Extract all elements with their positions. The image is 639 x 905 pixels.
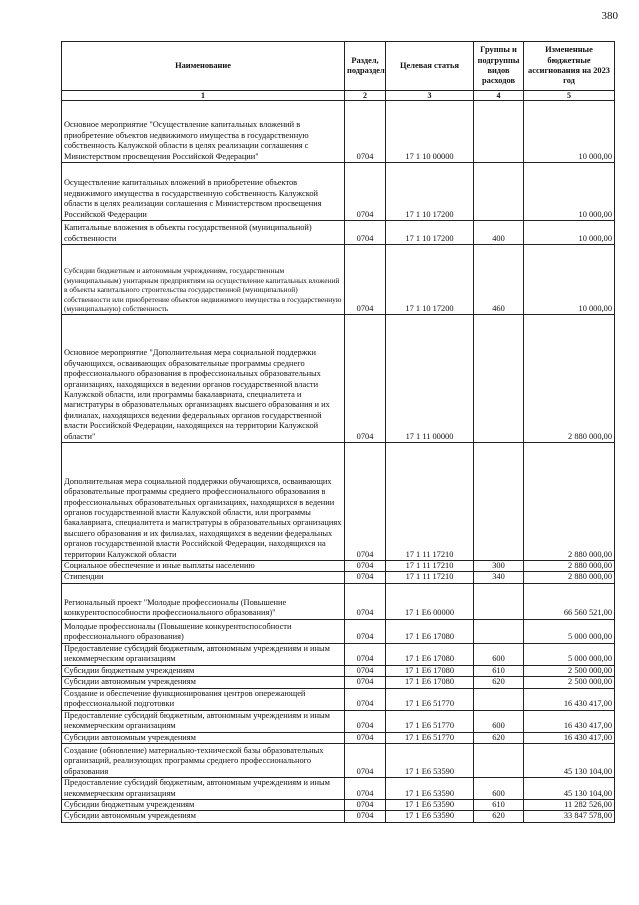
row-name: Социальное обеспечение и иные выплаты населению <box>62 561 345 572</box>
row-target: 17 1 E6 00000 <box>386 583 474 619</box>
header-section: Раздел, подраздел <box>345 42 386 91</box>
row-amount: 10 000,00 <box>524 163 615 221</box>
row-group <box>474 101 524 163</box>
row-name: Осуществление капитальных вложений в приобретение объектов недвижимого имущества в государственную собственность Калужской области в целях реализации соглашения с Министерством просвещения Российской Федерации <box>62 163 345 221</box>
page-number: 380 <box>601 10 618 22</box>
row-section: 0704 <box>345 665 386 676</box>
row-target: 17 1 E6 53590 <box>386 744 474 778</box>
column-number: 5 <box>524 91 615 101</box>
row-target: 17 1 E6 17080 <box>386 619 474 643</box>
row-name: Создание (обновление) материально-технической базы образовательных организаций, реализующих программы среднего профессионального образования <box>62 744 345 778</box>
row-section: 0704 <box>345 710 386 732</box>
row-name: Дополнительная мера социальной поддержки обучающихся, осваивающих образовательные программы среднего профессионального образования в профессиональных образовательных организациях, находящихся в ведении органов государственной власти Калужской области, или программы бакалавриата, специалитета и магистратуры в образовательных организациях высшего образования и их филиалах, находящихся в ведении федеральных органов государственной власти Российской Федерации, находящихся на территории Калужской области <box>62 443 345 561</box>
row-amount: 45 130 104,00 <box>524 778 615 800</box>
row-section: 0704 <box>345 619 386 643</box>
row-section: 0704 <box>345 811 386 822</box>
row-name: Субсидии бюджетным и автономным учреждениям, государственным (муниципальным) унитарным предприятиям на осуществление капитальных вложений в объекты капитального строительства государственной (муниципальной) собственности или приобретение объектов недвижимого имущества в государственную (муниципальную) собственность <box>62 245 345 315</box>
row-group: 620 <box>474 677 524 688</box>
row-section: 0704 <box>345 732 386 743</box>
table-row <box>62 561 615 572</box>
row-target: 17 1 10 00000 <box>386 101 474 163</box>
table-row <box>62 619 615 643</box>
row-group: 400 <box>474 221 524 245</box>
table-row <box>62 744 615 778</box>
row-group <box>474 163 524 221</box>
row-amount: 16 430 417,00 <box>524 710 615 732</box>
row-group <box>474 744 524 778</box>
row-section: 0704 <box>345 221 386 245</box>
row-section: 0704 <box>345 101 386 163</box>
table-row <box>62 811 615 822</box>
row-target: 17 1 E6 53590 <box>386 800 474 811</box>
row-name: Создание и обеспечение функционирования центров опережающей профессиональной подготовки <box>62 688 345 710</box>
row-amount: 10 000,00 <box>524 221 615 245</box>
row-section: 0704 <box>345 245 386 315</box>
row-name: Стипендии <box>62 572 345 583</box>
row-amount: 2 500 000,00 <box>524 665 615 676</box>
row-target: 17 1 E6 53590 <box>386 811 474 822</box>
row-name: Субсидии бюджетным учреждениям <box>62 665 345 676</box>
row-amount: 2 880 000,00 <box>524 561 615 572</box>
row-amount: 16 430 417,00 <box>524 688 615 710</box>
row-name: Предоставление субсидий бюджетным, автономным учреждениям и иным некоммерческим организациям <box>62 710 345 732</box>
table-row <box>62 443 615 561</box>
table-row <box>62 315 615 443</box>
table-row <box>62 583 615 619</box>
row-amount: 5 000 000,00 <box>524 619 615 643</box>
table-row <box>62 101 615 163</box>
row-target: 17 1 E6 17080 <box>386 665 474 676</box>
row-amount: 2 880 000,00 <box>524 443 615 561</box>
table-row <box>62 221 615 245</box>
row-section: 0704 <box>345 688 386 710</box>
table-row <box>62 643 615 665</box>
row-group: 600 <box>474 778 524 800</box>
row-amount: 2 880 000,00 <box>524 315 615 443</box>
row-amount: 10 000,00 <box>524 101 615 163</box>
table-row <box>62 665 615 676</box>
row-section: 0704 <box>345 561 386 572</box>
column-number: 2 <box>345 91 386 101</box>
row-name: Предоставление субсидий бюджетным, автономным учреждениям и иным некоммерческим организациям <box>62 643 345 665</box>
budget-table <box>61 41 615 823</box>
row-target: 17 1 11 17210 <box>386 561 474 572</box>
row-group <box>474 688 524 710</box>
row-target: 17 1 E6 51770 <box>386 710 474 732</box>
row-name: Предоставление субсидий бюджетным, автономным учреждениям и иным некоммерческим организациям <box>62 778 345 800</box>
row-target: 17 1 E6 51770 <box>386 688 474 710</box>
row-target: 17 1 E6 17080 <box>386 677 474 688</box>
row-group <box>474 619 524 643</box>
row-group: 600 <box>474 710 524 732</box>
row-section: 0704 <box>345 583 386 619</box>
row-target: 17 1 E6 53590 <box>386 778 474 800</box>
row-amount: 10 000,00 <box>524 245 615 315</box>
row-amount: 16 430 417,00 <box>524 732 615 743</box>
header-groups: Группы и подгруппы видов расходов <box>474 42 524 91</box>
column-number: 4 <box>474 91 524 101</box>
row-name: Региональный проект "Молодые профессионалы (Повышение конкурентоспособности профессионального образования)" <box>62 583 345 619</box>
table-row <box>62 245 615 315</box>
row-target: 17 1 11 17210 <box>386 572 474 583</box>
row-section: 0704 <box>345 778 386 800</box>
row-amount: 2 880 000,00 <box>524 572 615 583</box>
column-number: 1 <box>62 91 345 101</box>
header-row <box>62 42 615 91</box>
header-target: Целевая статья <box>386 42 474 91</box>
column-number-row <box>62 91 615 101</box>
row-name: Субсидии автономным учреждениям <box>62 732 345 743</box>
row-group <box>474 443 524 561</box>
row-target: 17 1 10 17200 <box>386 163 474 221</box>
row-section: 0704 <box>345 572 386 583</box>
row-amount: 2 500 000,00 <box>524 677 615 688</box>
row-name: Субсидии автономным учреждениям <box>62 677 345 688</box>
row-group: 340 <box>474 572 524 583</box>
row-target: 17 1 10 17200 <box>386 245 474 315</box>
header-name: Наименование <box>62 42 345 91</box>
row-amount: 33 847 578,00 <box>524 811 615 822</box>
row-group <box>474 315 524 443</box>
table-row <box>62 677 615 688</box>
row-section: 0704 <box>345 315 386 443</box>
table-row <box>62 732 615 743</box>
row-name: Субсидии бюджетным учреждениям <box>62 800 345 811</box>
row-section: 0704 <box>345 744 386 778</box>
table-row <box>62 778 615 800</box>
row-section: 0704 <box>345 163 386 221</box>
row-amount: 5 000 000,00 <box>524 643 615 665</box>
row-group: 610 <box>474 665 524 676</box>
row-amount: 11 282 526,00 <box>524 800 615 811</box>
table-row <box>62 572 615 583</box>
row-section: 0704 <box>345 677 386 688</box>
row-group: 600 <box>474 643 524 665</box>
row-name: Капитальные вложения в объекты государственной (муниципальной) собственности <box>62 221 345 245</box>
row-target: 17 1 10 17200 <box>386 221 474 245</box>
row-group: 300 <box>474 561 524 572</box>
column-number: 3 <box>386 91 474 101</box>
table-row <box>62 688 615 710</box>
row-section: 0704 <box>345 643 386 665</box>
row-name: Молодые профессионалы (Повышение конкурентоспособности профессионального образования) <box>62 619 345 643</box>
row-amount: 45 130 104,00 <box>524 744 615 778</box>
row-target: 17 1 E6 51770 <box>386 732 474 743</box>
row-target: 17 1 11 00000 <box>386 315 474 443</box>
row-name: Основное мероприятие "Осуществление капитальных вложений в приобретение объектов недвижимого имущества в государственную собственность Калужской области в целях реализации соглашения с Министерством просвещения Российской Федерации" <box>62 101 345 163</box>
row-group: 620 <box>474 811 524 822</box>
row-name: Субсидии автономным учреждениям <box>62 811 345 822</box>
row-group <box>474 583 524 619</box>
table-row <box>62 800 615 811</box>
row-target: 17 1 E6 17080 <box>386 643 474 665</box>
row-group: 620 <box>474 732 524 743</box>
row-section: 0704 <box>345 443 386 561</box>
row-section: 0704 <box>345 800 386 811</box>
row-group: 460 <box>474 245 524 315</box>
row-group: 610 <box>474 800 524 811</box>
header-amount: Измененные бюджетные ассигнования на 2023 год <box>524 42 615 91</box>
row-name: Основное мероприятие "Дополнительная мера социальной поддержки обучающихся, осваивающих образовательные программы среднего профессионального образования в профессиональных образовательных организациях, находящихся в ведении органов государственной власти Калужской области, или программы бакалавриата, специалитета и магистратуры в образовательных организациях высшего образования и их филиалах, находящихся ведении федеральных органов государственной власти Российской Федерации, находящихся на территории Калужской области" <box>62 315 345 443</box>
row-amount: 66 560 521,00 <box>524 583 615 619</box>
table-row <box>62 163 615 221</box>
row-target: 17 1 11 17210 <box>386 443 474 561</box>
table-row <box>62 710 615 732</box>
